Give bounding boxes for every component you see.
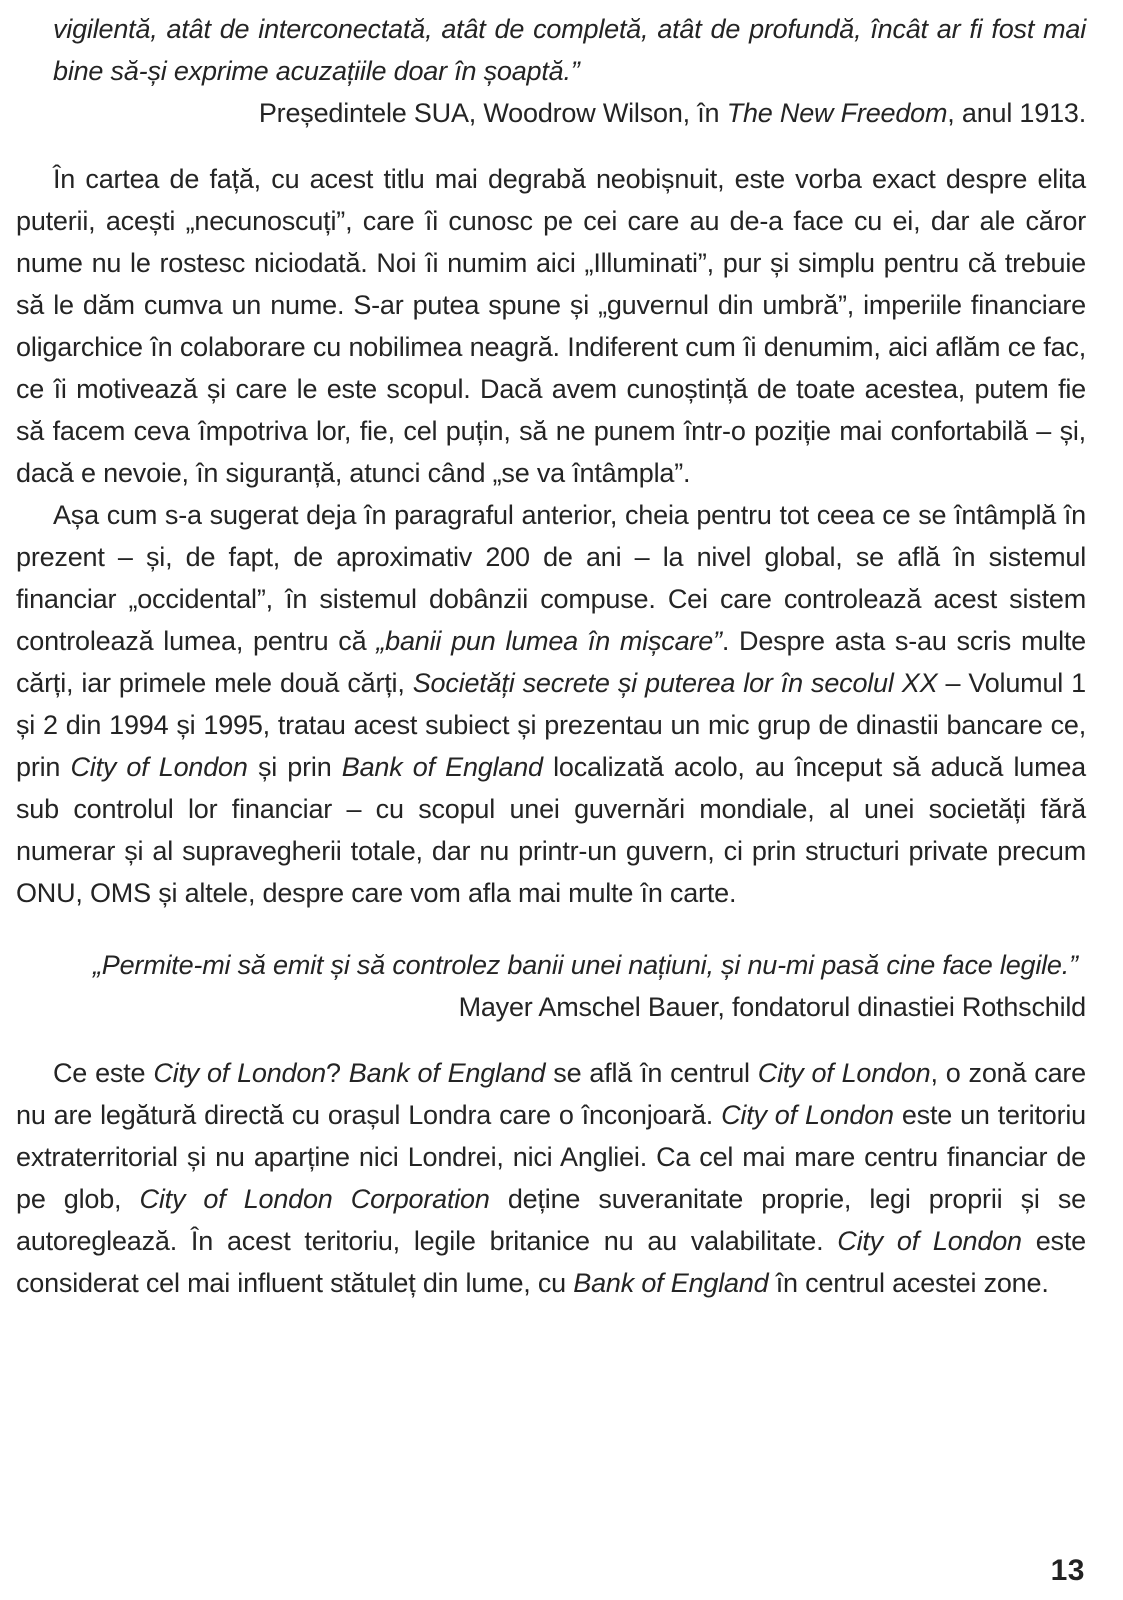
opening-quote-attribution: Președintele SUA, Woodrow Wilson, în The New Freedom, anul 1913. (258, 98, 1086, 128)
body-paragraph-1: În cartea de față, cu acest titlu mai degrabă neobișnuit, este vorba exact despre elita puterii, acești „necunoscuți”, care îi cunosc pe cei care au de-a face cu ei, dar ale căror nume nu le rostesc niciodată. Noi îi numim aici „Illuminati”, pur și simplu pentru că trebuie să le dăm cumva un nume. S-ar putea spune și „guvernul din umbră”, imperiile financiare oligarchice în colaborare cu nobilimea neagră. Indiferent cum îi denumim, aici aflăm ce fac, ce îi motivează și care le este scopul. Dacă avem cunoștință de toate acestea, putem fie să facem ceva împotriva lor, fie, cel puțin, să ne punem într-o poziție mai confortabilă – și, dacă e nevoie, în siguranță, atunci când „se va întâmpla”. (16, 164, 1086, 488)
page-number: 13 (1050, 1554, 1085, 1587)
mid-quote-attribution: Mayer Amschel Bauer, fondatorul dinastiei Rothschild (458, 992, 1086, 1022)
body-paragraph-2: Așa cum s-a sugerat deja în paragraful anterior, cheia pentru tot ceea ce se întâmplă în prezent – și, de fapt, de aproximativ 200 de ani – la nivel global, se află în sistemul financiar „occidental”, în sistemul dobânzii compuse. Cei care controlează acest sistem controlează lumea, pentru că „banii pun lumea în mișcare”. Despre asta s-au scris multe cărți, iar primele mele două cărți, Societăți secrete și puterea lor în secolul XX – Volumul 1 și 2 din 1994 și 1995, tratau acest subiect și prezentau un mic grup de dinastii bancare ce, prin City of London și prin Bank of England localizată acolo, au început să aducă lumea sub controlul lor financiar – cu scopul unei guvernări mondiale, al unei societăți fără numerar și al supravegherii totale, dar nu printr-un guvern, ci prin structuri private precum ONU, OMS și altele, despre care vom afla mai multe în carte. (16, 500, 1086, 908)
page-text-block (16, 8, 1086, 1304)
body-paragraph-3: Ce este City of London? Bank of England se află în centrul City of London, o zonă care nu are legătură directă cu orașul Londra care o înconjoară. City of London este un teritoriu extraterritorial și nu aparține nici Londrei, nici Angliei. Ca cel mai mare centru financiar de pe glob, City of London Corporation deține suveranitate proprie, legi proprii și se autoreglează. În acest teritoriu, legile britanice nu au valabilitate. City of London este considerat cel mai influent stătuleț din lume, cu Bank of England în centrul acestei zone. (16, 1058, 1086, 1298)
mid-quote-text: „Permite-mi să emit și să controlez banii unei națiuni, și nu-mi pasă cine face legile.” (93, 950, 1078, 980)
opening-quote-text: vigilentă, atât de interconectată, atât de completă, atât de profundă, încât ar fi fost mai bine să-și exprime acuzațiile doar în șoaptă.” (53, 14, 1086, 86)
